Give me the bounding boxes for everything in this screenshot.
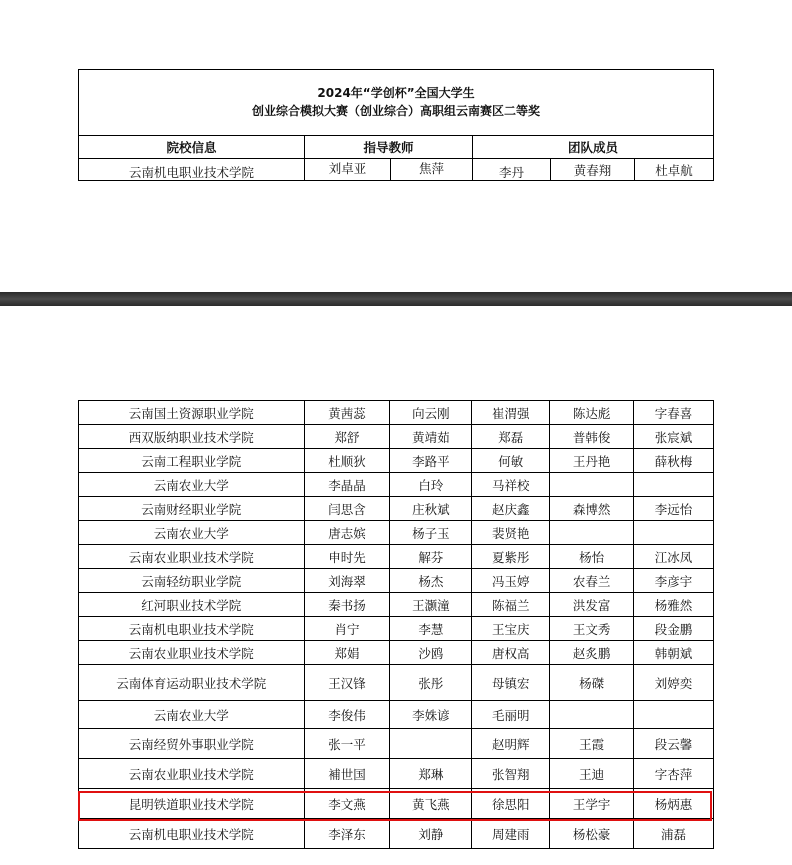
advisor-cell: 沙鸥 [390, 641, 472, 665]
advisor-cell: 郑琳 [390, 759, 472, 789]
school-cell: 云南体育运动职业技术学院 [79, 665, 305, 701]
advisor-cell: 刘静 [390, 819, 472, 849]
advisor-cell: 申时先 [304, 545, 390, 569]
member-cell: 陈福兰 [472, 593, 550, 617]
member-cell: 赵炙鹏 [550, 641, 634, 665]
award-title [79, 70, 713, 135]
member-cell: 黄春翔 [551, 159, 635, 181]
advisor-cell: 李俊伟 [304, 701, 390, 729]
member-cell: 王丹艳 [550, 449, 634, 473]
member-cell: 浦磊 [634, 819, 714, 849]
school-cell: 云南财经职业学院 [79, 497, 305, 521]
school-cell: 云南农业大学 [79, 521, 305, 545]
member-cell [550, 521, 634, 545]
member-cell: 何敏 [472, 449, 550, 473]
member-cell: 张智翔 [472, 759, 550, 789]
member-cell: 段云馨 [634, 729, 714, 759]
advisor-cell: 肖宁 [304, 617, 390, 641]
advisor-cell: 解芬 [390, 545, 472, 569]
member-cell: 赵庆鑫 [472, 497, 550, 521]
member-cell: 赵明辉 [472, 729, 550, 759]
advisor-cell: 杨子玉 [390, 521, 472, 545]
member-cell: 段金鹏 [634, 617, 714, 641]
member-cell: 杨炳惠 [634, 789, 714, 819]
member-cell: 母镇宏 [472, 665, 550, 701]
table-row [79, 521, 714, 545]
member-cell: 王文秀 [550, 617, 634, 641]
member-cell: 王宝庆 [472, 617, 550, 641]
advisor-cell: 王汉锋 [304, 665, 390, 701]
member-cell: 王迪 [550, 759, 634, 789]
table-row [79, 401, 714, 425]
advisor-cell: 李路平 [390, 449, 472, 473]
member-cell: 字春喜 [634, 401, 714, 425]
advisor-cell: 黄茜蕊 [304, 401, 390, 425]
advisor-cell: 李姝谚 [390, 701, 472, 729]
member-cell: 王学宇 [550, 789, 634, 819]
school-cell: 云南工程职业学院 [79, 449, 305, 473]
document-page-2 [0, 306, 792, 865]
school-cell: 云南农业大学 [79, 473, 305, 497]
member-cell: 徐思阳 [472, 789, 550, 819]
table-row [79, 729, 714, 759]
advisor-cell: 张彤 [390, 665, 472, 701]
advisor-cell: 张一平 [304, 729, 390, 759]
member-cell: 崔渭强 [472, 401, 550, 425]
award-title-line2: 创业综合模拟大赛（创业综合）高职组云南赛区二等奖 [251, 104, 540, 118]
member-cell: 李彦宇 [634, 569, 714, 593]
advisor-cell: 杨杰 [390, 569, 472, 593]
school-cell: 云南经贸外事职业学院 [79, 729, 305, 759]
table-row [79, 701, 714, 729]
table-row [79, 593, 714, 617]
member-cell: 杨磔 [550, 665, 634, 701]
member-cell: 杨松豪 [550, 819, 634, 849]
award-header-table [78, 69, 714, 181]
advisor-cell: 李泽东 [304, 819, 390, 849]
advisor-cell: 黄飞燕 [390, 789, 472, 819]
advisor-cell: 杜顺狄 [304, 449, 390, 473]
member-cell: 杜卓航 [655, 163, 693, 178]
member-cell: 郑磊 [472, 425, 550, 449]
page-divider [0, 292, 792, 306]
member-cell: 韩朝斌 [634, 641, 714, 665]
member-cell: 普韩俊 [550, 425, 634, 449]
member-cell: 裴贤艳 [472, 521, 550, 545]
member-cell: 杨雅然 [634, 593, 714, 617]
member-cell: 薛秋梅 [634, 449, 714, 473]
team-column-header: 团队成员 [567, 140, 618, 155]
advisor-cell: 闫思含 [304, 497, 390, 521]
member-cell: 洪发富 [550, 593, 634, 617]
school-cell: 昆明铁道职业技术学院 [79, 789, 305, 819]
advisor-cell: 刘卓亚 [305, 159, 391, 181]
advisor-cell: 白玲 [390, 473, 472, 497]
member-cell: 刘婷奕 [634, 665, 714, 701]
member-cell: 农春兰 [550, 569, 634, 593]
advisor-cell: 李慧 [390, 617, 472, 641]
school-cell: 云南农业大学 [79, 701, 305, 729]
advisor-cell: 刘海翠 [304, 569, 390, 593]
table-row [79, 425, 714, 449]
member-cell: 字杏萍 [634, 759, 714, 789]
member-cell [634, 521, 714, 545]
member-cell: 江冰凤 [634, 545, 714, 569]
advisor-cell: 唐志嫔 [304, 521, 390, 545]
member-cell: 毛丽明 [472, 701, 550, 729]
table-row [79, 449, 714, 473]
table-row [79, 569, 714, 593]
table-row [79, 819, 714, 849]
advisor-cell: 郑娟 [304, 641, 390, 665]
member-cell: 唐权高 [472, 641, 550, 665]
document-page-1 [0, 0, 792, 292]
school-cell: 云南轻纺职业学院 [79, 569, 305, 593]
award-title-line1: 2024年“学创杯”全国大学生 [317, 86, 475, 100]
advisor-cell: 焦萍 [391, 159, 473, 181]
school-cell: 云南农业职业技术学院 [79, 545, 305, 569]
member-cell [550, 701, 634, 729]
table-row [79, 473, 714, 497]
member-cell: 王霞 [550, 729, 634, 759]
school-cell: 云南机电职业技术学院 [79, 159, 305, 181]
school-cell: 云南机电职业技术学院 [79, 617, 305, 641]
member-cell: 张宸斌 [634, 425, 714, 449]
member-cell: 夏紫彤 [472, 545, 550, 569]
advisor-cell: 李晶晶 [304, 473, 390, 497]
school-column-header: 院校信息 [79, 136, 305, 159]
table-row [79, 617, 714, 641]
member-cell: 森博然 [550, 497, 634, 521]
member-cell: 冯玉婷 [472, 569, 550, 593]
member-cell [550, 473, 634, 497]
advisor-cell: 秦书扬 [304, 593, 390, 617]
column-header-row [79, 135, 713, 159]
member-cell: 周建雨 [472, 819, 550, 849]
table-row [79, 158, 713, 181]
advisor-cell [390, 729, 472, 759]
table-row [79, 665, 714, 701]
advisor-cell: 向云刚 [390, 401, 472, 425]
member-cell [634, 701, 714, 729]
school-cell: 云南机电职业技术学院 [79, 819, 305, 849]
school-cell: 红河职业技术学院 [79, 593, 305, 617]
school-cell: 云南农业职业技术学院 [79, 641, 305, 665]
school-cell: 西双版纳职业技术学院 [79, 425, 305, 449]
table-row [79, 789, 714, 819]
advisor-cell: 黄靖茹 [390, 425, 472, 449]
member-cell: 杨怡 [550, 545, 634, 569]
table-row [79, 641, 714, 665]
member-cell [634, 473, 714, 497]
member-cell: 李丹 [473, 159, 551, 181]
school-cell: 云南农业职业技术学院 [79, 759, 305, 789]
advisor-cell: 庄秋斌 [390, 497, 472, 521]
table-row [79, 759, 714, 789]
advisor-cell: 郑舒 [304, 425, 390, 449]
member-cell: 马祥校 [472, 473, 550, 497]
advisor-column-header: 指导教师 [305, 136, 473, 159]
table-row [79, 497, 714, 521]
member-cell: 陈达彪 [550, 401, 634, 425]
advisor-cell: 李文燕 [304, 789, 390, 819]
member-cell: 李远怡 [634, 497, 714, 521]
advisor-cell: 王灏潼 [390, 593, 472, 617]
table-row [79, 545, 714, 569]
award-table [78, 400, 714, 849]
advisor-cell: 補世国 [304, 759, 390, 789]
school-cell: 云南国土资源职业学院 [79, 401, 305, 425]
